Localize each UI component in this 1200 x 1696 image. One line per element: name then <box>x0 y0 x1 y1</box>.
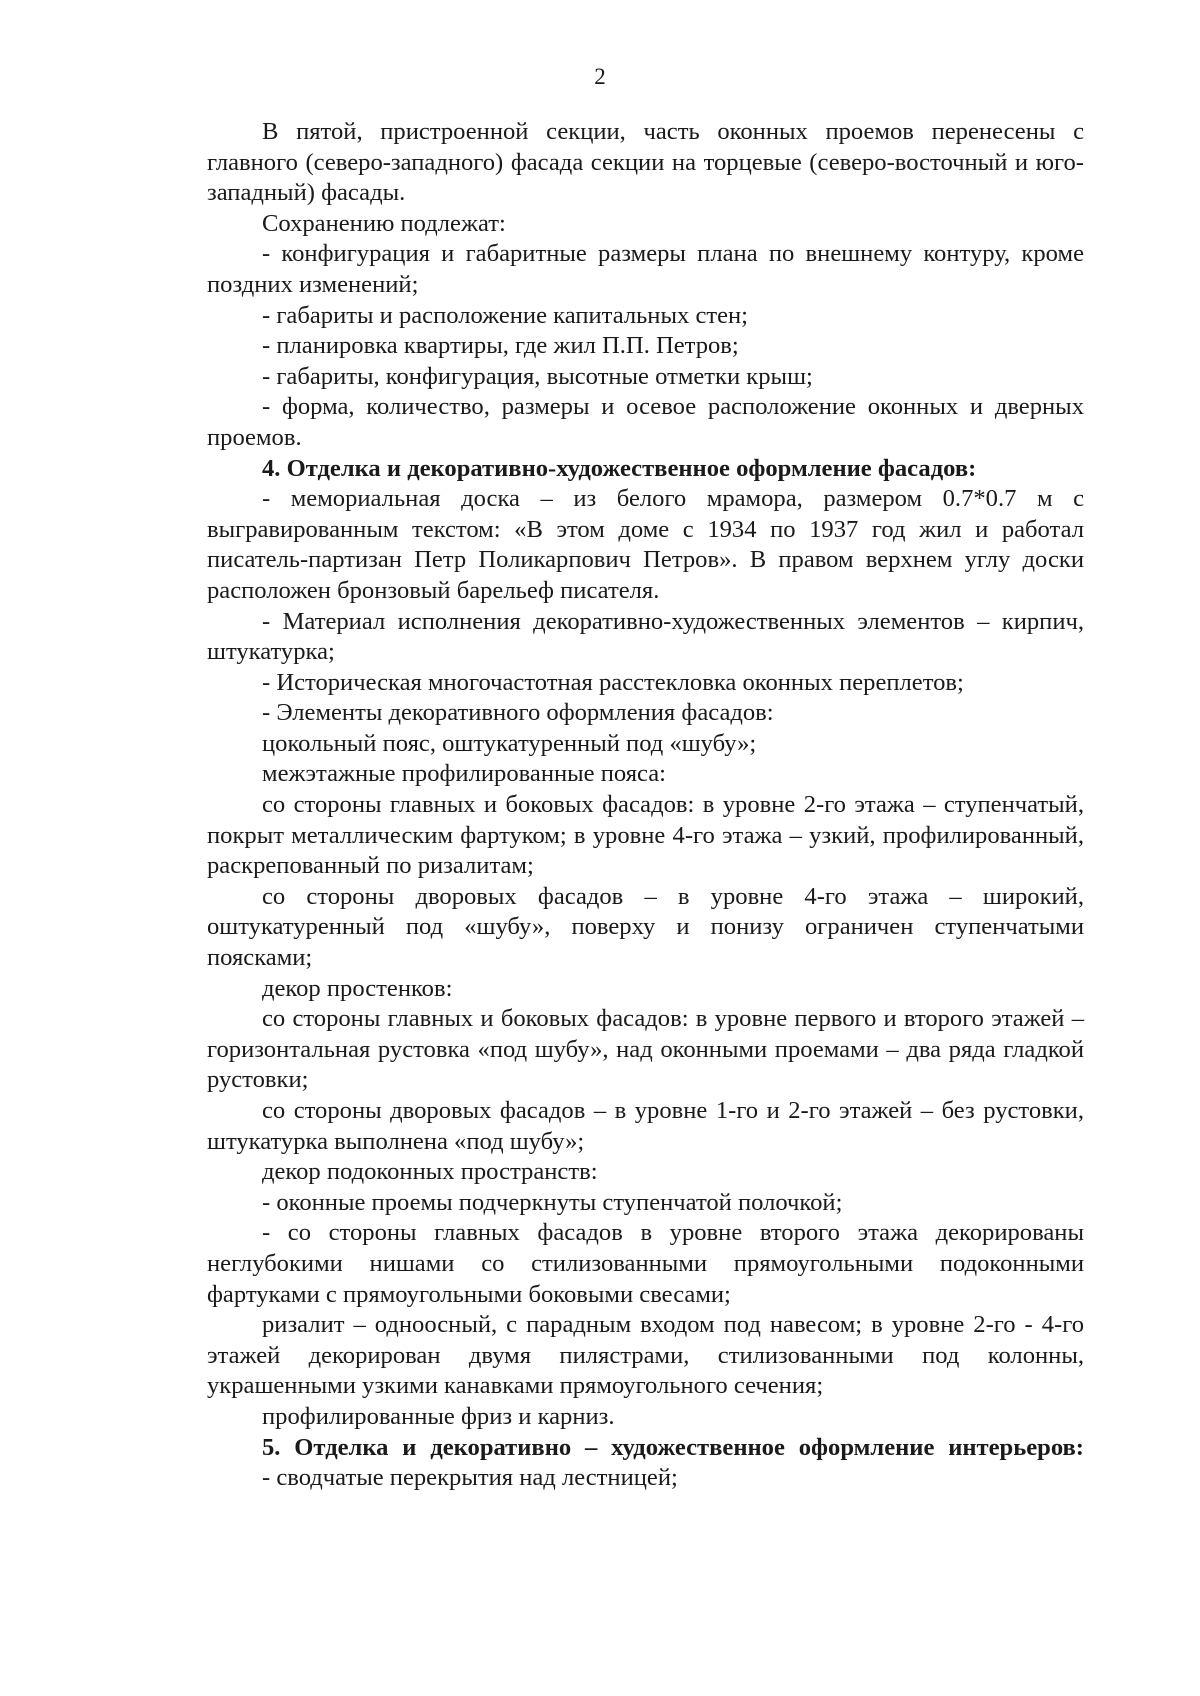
list-item-sill-decor: декор подоконных пространств: <box>262 1158 598 1186</box>
list-item-vaults: - сводчатые перекрытия над лестницей; <box>262 1464 678 1492</box>
page-number: 2 <box>594 64 606 89</box>
list-item-piers-main: со стороны главных и боковых фасадов: в уровне первого и второго этажей – горизонтальная рустовка «под шубу», над оконными проемами – два ряда гладкой рустовки; <box>207 1005 1084 1094</box>
list-item-openings: - форма, количество, размеры и осевое расположение оконных и дверных проемов. <box>207 393 1084 451</box>
list-item-sill-shelf: - оконные проемы подчеркнуты ступенчатой полочкой; <box>262 1188 843 1216</box>
list-item-belts-yard: со стороны дворовых фасадов – в уровне 4-го этажа – широкий, оштукатуренный под «шубу», поверху и понизу ограничен ступенчатыми поясками; <box>207 882 1084 972</box>
list-item-decor-elements: - Элементы декоративного оформления фасадов: <box>262 699 774 727</box>
list-item-frieze: профилированные фриз и карниз. <box>262 1402 615 1430</box>
list-item-risalit: ризалит – одноосный, с парадным входом под навесом; в уровне 2-го - 4-го этажей декорирован двумя пилястрами, стилизованными под колонны, украшенными узкими канавками прямоугольного сечения; <box>207 1311 1084 1400</box>
list-item-piers-yard: со стороны дворовых фасадов – в уровне 1-го и 2-го этажей – без рустовки, штукатурка выполнена «под шубу»; <box>207 1097 1084 1155</box>
section-heading-5: 5. Отделка и декоративно – художественное оформление интерьеров: <box>262 1433 1084 1461</box>
list-item-piers: декор простенков: <box>262 974 453 1002</box>
list-item-roofs: - габариты, конфигурация, высотные отметки крыш; <box>262 362 813 390</box>
list-item-memorial-plaque: - мемориальная доска – из белого мрамора, размером 0.7*0.7 м с выгравированным текстом: «В этом доме с 1934 по 1937 год жил и работал писатель-партизан Петр Поликарпович Петров». В правом верхнем углу доски расположен бронзовый барельеф писателя. <box>207 485 1084 604</box>
list-item-belts-main: со стороны главных и боковых фасадов: в уровне 2-го этажа – ступенчатый, покрыт металлическим фартуком; в уровне 4-го этажа – узкий, профилированный, раскрепованный по ризалитам; <box>207 791 1084 880</box>
list-item-material: - Материал исполнения декоративно-художественных элементов – кирпич, штукатурка; <box>207 607 1084 666</box>
list-item-glazing: - Историческая многочастотная расстекловка оконных переплетов; <box>262 668 964 696</box>
paragraph-5th-section: В пятой, пристроенной секции, часть оконных проемов перенесены с главного (северо-западного) фасада секции на торцевые (северо-восточный и юго-западный) фасады. <box>207 118 1084 207</box>
list-item-walls: - габариты и расположение капитальных стен; <box>262 301 749 329</box>
list-item-sill-niches: - со стороны главных фасадов в уровне второго этажа декорированы неглубокими нишами со стилизованными прямоугольными подоконными фартуками с прямоугольными боковыми свесами; <box>207 1219 1084 1308</box>
list-item-configuration: - конфигурация и габаритные размеры плана по внешнему контуру, кроме поздних изменений; <box>207 240 1084 298</box>
list-item-apartment: - планировка квартиры, где жил П.П. Петров; <box>262 332 739 360</box>
section-heading-4: 4. Отделка и декоративно-художественное оформление фасадов: <box>262 454 977 482</box>
list-item-belts: межэтажные профилированные пояса: <box>262 760 666 788</box>
document-body <box>207 117 1084 1494</box>
paragraph-preservation-title: Сохранению подлежат: <box>262 209 506 237</box>
list-item-plinth: цокольный пояс, оштукатуренный под «шубу»; <box>262 729 757 757</box>
